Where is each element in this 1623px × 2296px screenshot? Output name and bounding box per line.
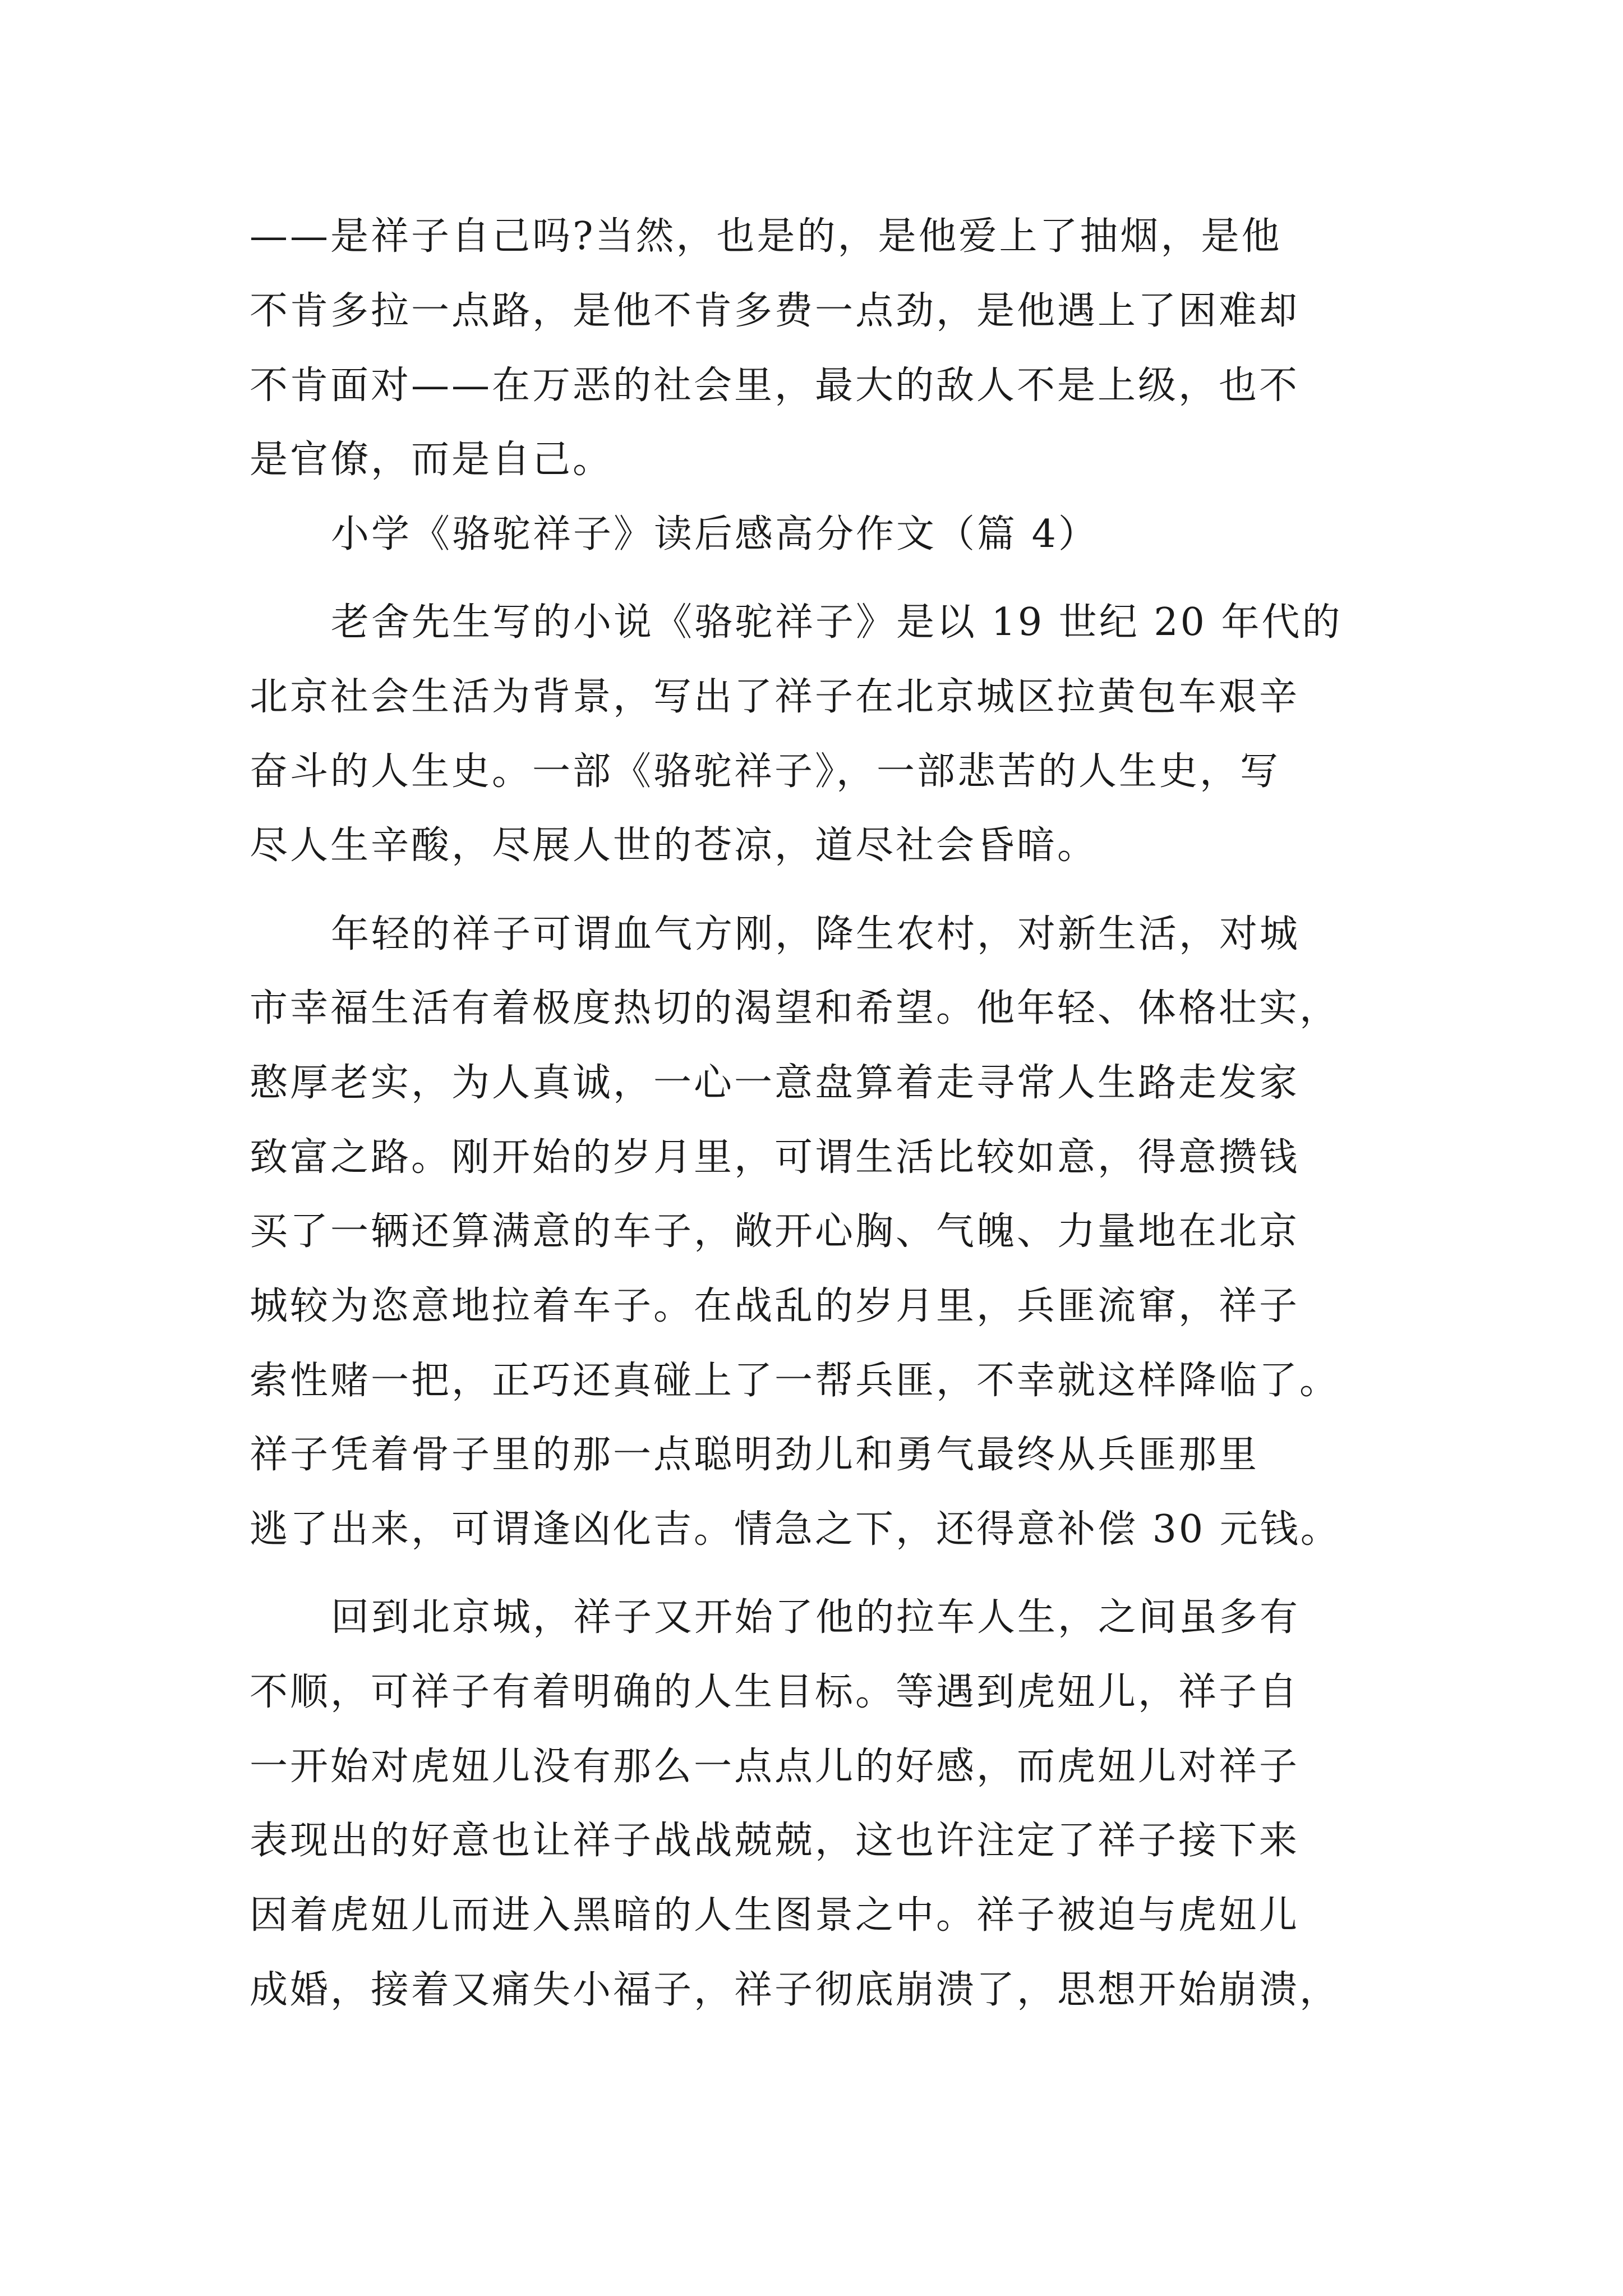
- text-line: 不顺，可祥子有着明确的人生目标。等遇到虎妞儿，祥子自: [250, 1670, 1300, 1714]
- text-line: 一开始对虎妞儿没有那么一点点儿的好感，而虎妞儿对祥子: [250, 1745, 1300, 1789]
- text-line: 回到北京城，祥子又开始了他的拉车人生，之间虽多有: [331, 1595, 1301, 1640]
- text-line: 北京社会生活为背景，写出了祥子在北京城区拉黄包车艰辛: [250, 675, 1300, 719]
- section-heading: 小学《骆驼祥子》读后感高分作文（篇 4）: [331, 512, 1099, 556]
- text-line: 年轻的祥子可谓血气方刚，降生农村，对新生活，对城: [331, 912, 1301, 956]
- text-line: ——是祥子自己吗?当然，也是的，是他爱上了抽烟，是他: [250, 214, 1282, 259]
- text-line: 逃了出来，可谓逢凶化吉。情急之下，还得意补偿 30 元钱。: [250, 1507, 1341, 1552]
- text-line: 致富之路。刚开始的岁月里，可谓生活比较如意，得意攒钱: [250, 1135, 1300, 1180]
- text-line: 索性赌一把，正巧还真碰上了一帮兵匪，不幸就这样降临了。: [250, 1359, 1340, 1403]
- text-line: 祥子凭着骨子里的那一点聪明劲儿和勇气最终从兵匪那里: [250, 1433, 1260, 1477]
- text-line: 不肯多拉一点路，是他不肯多费一点劲，是他遇上了困难却: [250, 289, 1300, 333]
- text-line: 尽人生辛酸，尽展人世的苍凉，道尽社会昏暗。: [250, 823, 1098, 868]
- text-line: 表现出的好意也让祥子战战兢兢，这也许注定了祥子接下来: [250, 1819, 1300, 1863]
- text-line: 老舍先生写的小说《骆驼祥子》是以 19 世纪 20 年代的: [331, 600, 1343, 645]
- text-line: 成婚，接着又痛失小福子，祥子彻底崩溃了，思想开始崩溃，: [250, 1968, 1340, 2012]
- text-line: 城较为恣意地拉着车子。在战乱的岁月里，兵匪流窜，祥子: [250, 1284, 1300, 1328]
- text-line: 奋斗的人生史。一部《骆驼祥子》，一部悲苦的人生史，写: [250, 749, 1281, 794]
- text-line: 因着虎妞儿而进入黑暗的人生图景之中。祥子被迫与虎妞儿: [250, 1893, 1300, 1938]
- text-line: 不肯面对——在万恶的社会里，最大的敌人不是上级，也不: [250, 364, 1300, 408]
- text-line: 是官僚，而是自己。: [250, 438, 614, 482]
- text-line: 市幸福生活有着极度热切的渴望和希望。他年轻、体格壮实，: [250, 986, 1340, 1030]
- text-line: 买了一辆还算满意的车子，敞开心胸、气魄、力量地在北京: [250, 1209, 1300, 1254]
- text-line: 憨厚老实，为人真诚，一心一意盘算着走寻常人生路走发家: [250, 1061, 1300, 1105]
